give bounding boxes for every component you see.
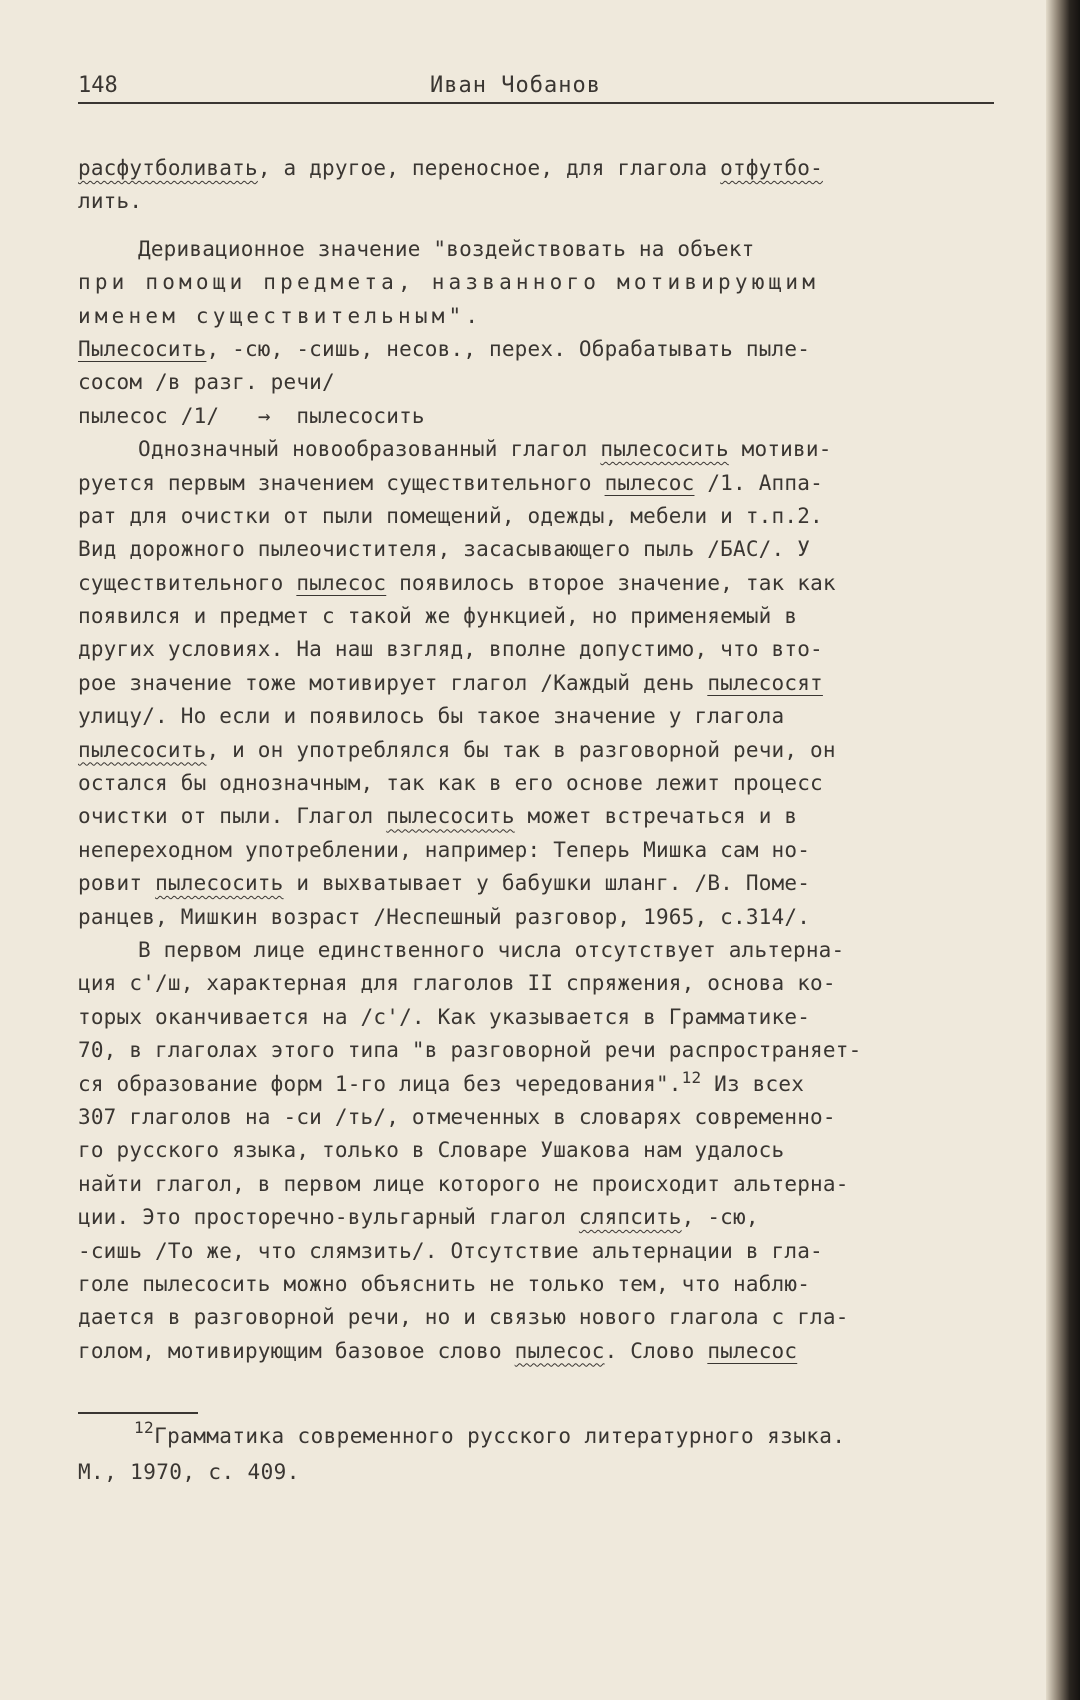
text-line: Вид дорожного пылеочистителя, засасывающего пыль /БАС/. У: [78, 537, 811, 562]
text-line: других условиях. На наш взгляд, вполне допустимо, что вто-: [78, 637, 823, 662]
text-line: улицу/. Но если и появилось бы такое значение у глагола: [78, 704, 785, 729]
body-text: [78, 152, 1008, 1368]
text-line: 70, в глаголах этого типа "в разговорной речи распространяет-: [78, 1038, 862, 1063]
footnote-line: М., 1970, с. 409.: [78, 1460, 300, 1485]
text-line: очистки от пыли. Глагол пылесосить может встречаться и в: [78, 804, 798, 829]
text-line: руется первым значением существительного пылесос /1. Аппа-: [78, 470, 823, 495]
text-line: непереходном употреблении, например: Теперь Мишка сам но-: [78, 837, 811, 862]
text-line: ции. Это просторечно-вульгарный глагол сляпсить, -сю,: [78, 1205, 759, 1230]
underlined-word: расфутболивать: [78, 156, 258, 180]
footnote: [78, 1418, 1008, 1490]
text-line: ся образование форм 1-го лица без чередования".$^{12}$ Из всех: [78, 1067, 805, 1096]
text-line: остался бы однозначным, так как в его основе лежит процесс: [78, 771, 823, 796]
text-line: появился и предмет с такой же функцией, но применяемый в: [78, 604, 798, 629]
text-line: найти глагол, в первом лице которого не происходит альтерна-: [78, 1171, 849, 1196]
running-head: [78, 58, 1008, 102]
text-line: Однозначный новообразованный глагол пылесосить мотиви-: [138, 437, 832, 462]
headword: Пылесосить: [78, 336, 207, 361]
text-line: го русского языка, только в Словаре Ушакова нам удалось: [78, 1138, 785, 1163]
text-line: дается в разговорной речи, но и связью нового глагола с гла-: [78, 1305, 849, 1330]
text-line: голом, мотивирующим базовое слово пылесос. Слово пылесос: [78, 1338, 798, 1363]
page-number: 148: [78, 73, 118, 98]
text-line: лить.: [78, 189, 143, 214]
text-line: при помощи предмета, названного мотивирующим: [78, 270, 820, 295]
text-line: Деривационное значение "воздействовать на объект: [138, 236, 755, 261]
underlined-word: отфутбо-: [720, 156, 823, 180]
underlined-word: пылесос: [707, 1338, 798, 1363]
text-line: 307 глаголов на -си /ть/, отмеченных в словарях современно-: [78, 1104, 836, 1129]
footnote-line: $^{12}$Грамматика современного русского литературного языка.: [134, 1418, 846, 1449]
underlined-word: пылесос: [514, 1338, 605, 1363]
running-head-author: Иван Чобанов: [430, 73, 601, 98]
text-line: расфутболивать, а другое, переносное, для глагола отфутбо-: [78, 156, 823, 180]
arrow-icon: →: [257, 403, 271, 428]
page-edge-shadow: [1046, 0, 1080, 1700]
underlined-word: пылесосить: [600, 437, 729, 462]
footnote-rule: [78, 1412, 198, 1414]
underlined-word: сляпсить: [578, 1205, 682, 1230]
text-line: ровит пылесосить и выхватывает у бабушки шланг. /В. Поме-: [78, 871, 811, 896]
text-line: пылесосить, и он употреблялся бы так в разговорной речи, он: [78, 737, 836, 762]
text-line: В первом лице единственного числа отсутствует альтерна-: [138, 937, 845, 962]
text-line: ция с'/ш, характерная для глаголов II спряжения, основа ко-: [78, 971, 836, 996]
book-page: [78, 58, 1008, 1490]
text-line: ранцев, Мишкин возраст /Неспешный разговор, 1965, с.314/.: [78, 904, 811, 929]
text-line: существительного пылесос появилось второе значение, так как: [78, 570, 836, 595]
text-line: рат для очистки от пыли помещений, одежды, мебели и т.п.2.: [78, 503, 823, 528]
text-line: -сишь /То же, что слямзить/. Отсутствие альтернации в гла-: [78, 1238, 823, 1263]
underlined-word: пылесосить: [155, 871, 284, 896]
text-line: торых оканчивается на /с'/. Как указывается в Грамматике-: [78, 1004, 811, 1029]
underlined-word: пылесос: [604, 470, 695, 495]
underlined-word: пылесос: [296, 570, 387, 595]
underlined-word: пылесосят: [707, 670, 823, 695]
underlined-word: пылесосить: [78, 737, 207, 762]
footnote-marker: 12: [134, 1418, 155, 1438]
text-line: голе пылесосить можно объяснить не только тем, что наблю-: [78, 1271, 811, 1296]
header-rule: [78, 102, 994, 104]
text-line: Пылесосить, -сю, -сишь, несов., перех. Обрабатывать пыле-: [78, 336, 811, 361]
footnote-reference: 12: [681, 1067, 702, 1087]
underlined-word: пылесосить: [386, 804, 515, 829]
paragraph-gap: [78, 219, 1008, 233]
text-line: сосом /в разг. речи/: [78, 370, 335, 395]
text-line: именем существительным".: [78, 303, 483, 328]
text-line: рое значение тоже мотивирует глагол /Каждый день пылесосят: [78, 670, 823, 695]
text-line: пылесос /1/ → пылесосить: [78, 403, 425, 428]
